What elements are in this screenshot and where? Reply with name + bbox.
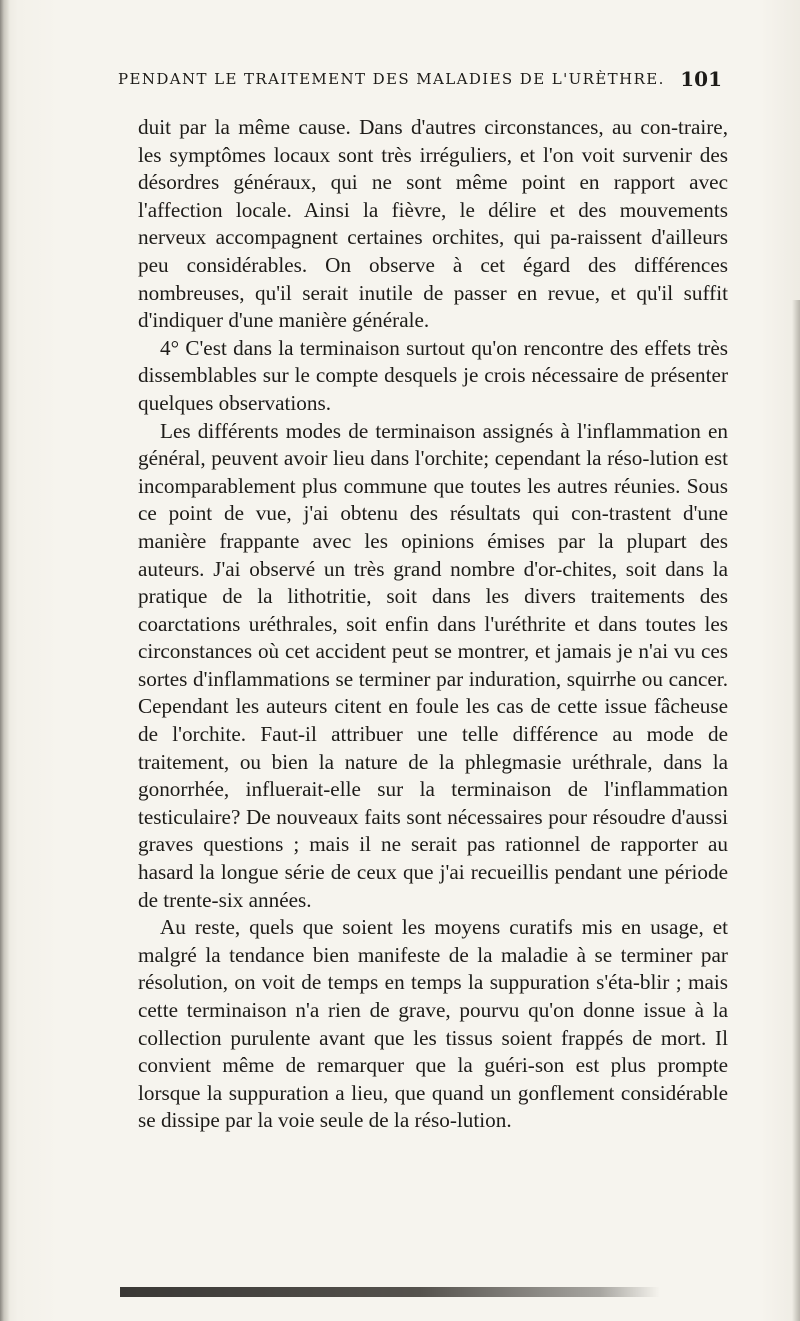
paragraph-termination: 4° C'est dans la terminaison surtout qu'on rencontre des effets très dissemblables sur le compte desquels je crois nécessaire de présenter quelques observations. bbox=[138, 335, 728, 415]
page-header bbox=[118, 67, 722, 96]
page-number: 101 bbox=[680, 67, 722, 91]
body-text bbox=[138, 114, 728, 1135]
scan-artifact-band bbox=[120, 1287, 660, 1297]
page-edge-shadow bbox=[792, 300, 800, 1321]
page-gutter-shadow bbox=[0, 0, 10, 1321]
paragraph-continuation: duit par la même cause. Dans d'autres circonstances, au con-traire, les symptômes locaux sont très irréguliers, et l'on voit survenir des désordres généraux, qui ne sont même point en rapport avec l'affection locale. Ainsi la fièvre, le délire et des mouvements nerveux accompagnent certaines orchites, qui pa-raissent d'ailleurs peu considérables. On observe à cet égard des différences nombreuses, qu'il serait inutile de passer en revue, et qu'il suffit d'indiquer d'une manière générale. bbox=[138, 115, 728, 333]
running-title: PENDANT LE TRAITEMENT DES MALADIES DE L'URÈTHRE. bbox=[118, 70, 665, 88]
paragraph-modes: Les différents modes de terminaison assignés à l'inflammation en général, peuvent avoir lieu dans l'orchite; cependant la réso-lution est incomparablement plus commune que toutes les autres réunies. Sous ce point de vue, j'ai obtenu des résultats qui con-trastent d'une manière frappante avec les opinions émises par la plupart des auteurs. J'ai observé un très grand nombre d'or-chites, soit dans la pratique de la lithotritie, soit dans les divers traitements des coarctations uréthrales, soit enfin dans l'uréthrite et dans toutes les circonstances où cet accident peut se montrer, et jamais je n'ai vu ces sortes d'inflammations se terminer par induration, squirrhe ou cancer. Cependant les auteurs citent en foule les cas de cette issue fâcheuse de l'orchite. Faut-il attribuer une telle différence au mode de traitement, ou bien la nature de la phlegmasie uréthrale, dans la gonorrhée, influerait-elle sur la terminaison de l'inflammation testiculaire? De nouveaux faits sont nécessaires pour résoudre d'aussi graves questions ; mais il ne serait pas rationnel de rapporter au hasard la longue série de ceux que j'ai recueillis pendant une période de trente-six années. bbox=[138, 418, 728, 912]
paragraph-suppuration: Au reste, quels que soient les moyens curatifs mis en usage, et malgré la tendance bien manifeste de la maladie à se terminer par résolution, on voit de temps en temps la suppuration s'éta-blir ; mais cette terminaison n'a rien de grave, pourvu qu'on donne issue à la collection purulente avant que les tissus soient frappés de mort. Il convient même de remarquer que la guéri-son est plus prompte lorsque la suppuration a lieu, que quand un gonflement considérable se dissipe par la voie seule de la réso-lution. bbox=[138, 915, 728, 1133]
